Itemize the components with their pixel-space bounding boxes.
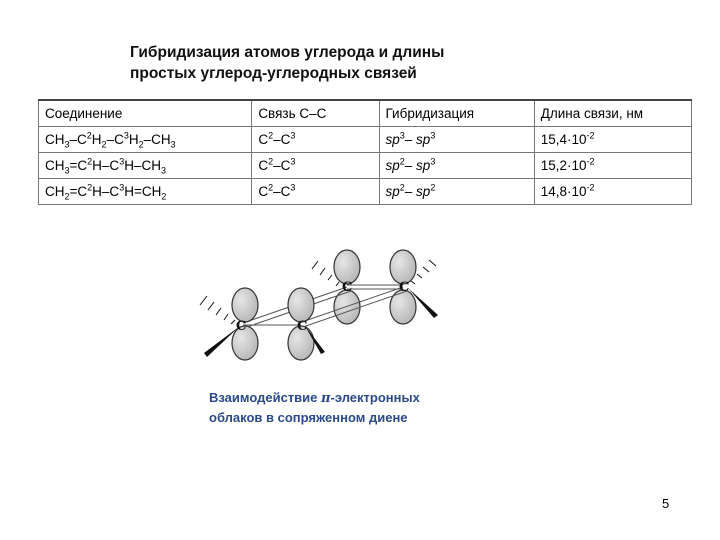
orbital-lobe	[390, 250, 416, 284]
title-line-1: Гибридизация атомов углерода и длины	[130, 44, 445, 61]
carbon-label: C	[399, 280, 410, 295]
bond-length-table	[38, 99, 692, 205]
cell-hybridization: $sp^2-$ $sp^2$	[379, 179, 534, 205]
table-header-row	[39, 100, 692, 127]
pi-orbital-diagram	[195, 240, 445, 372]
carbon-label: C	[297, 319, 308, 334]
cell-hybridization: $sp^2-$ $sp^3$	[379, 153, 534, 179]
caption-line-2: облаков в сопряженном диене	[209, 410, 408, 425]
header-compound: Соединение	[39, 100, 252, 127]
orbital-lobe	[232, 288, 258, 322]
cell-bond: $C^2-C^3$	[252, 127, 379, 153]
cell-hybridization: $sp^3-$ $sp^3$	[379, 127, 534, 153]
cell-bond-length: $15,2\cdot 10^{-2}$	[534, 153, 691, 179]
sigma-bonds	[243, 285, 407, 327]
table-row	[39, 179, 692, 205]
cell-compound: $CH_3-C^2H_2-C^3H_2-CH_3$	[39, 127, 252, 153]
carbon-label: C	[342, 280, 353, 295]
cell-compound: $CH_3=C^2H-C^3H-CH_3$	[39, 153, 252, 179]
carbon-label: C	[236, 319, 247, 334]
caption-line-1: Взаимодействие π-электронных	[209, 390, 420, 406]
cell-compound: $CH_2=C^2H-C^3H=CH_2$	[39, 179, 252, 205]
cell-bond: $C^2-C^3$	[252, 153, 379, 179]
table-row	[39, 153, 692, 179]
header-hybridization: Гибридизация	[379, 100, 534, 127]
title-line-2: простых углерод-углеродных связей	[130, 65, 417, 82]
page-number: 5	[662, 496, 670, 511]
cell-bond-length: $14,8\cdot 10^{-2}$	[534, 179, 691, 205]
diagram-caption	[209, 388, 509, 427]
cell-bond-length: $15,4\cdot 10^{-2}$	[534, 127, 691, 153]
header-bond-length: Длина связи, нм	[534, 100, 691, 127]
cell-bond: $C^2-C^3$	[252, 179, 379, 205]
orbital-lobe	[334, 250, 360, 284]
pi-symbol: π	[321, 391, 331, 406]
header-bond: Связь С–С	[252, 100, 379, 127]
orbital-lobe	[288, 288, 314, 322]
slide-title	[130, 42, 570, 84]
table-row	[39, 127, 692, 153]
